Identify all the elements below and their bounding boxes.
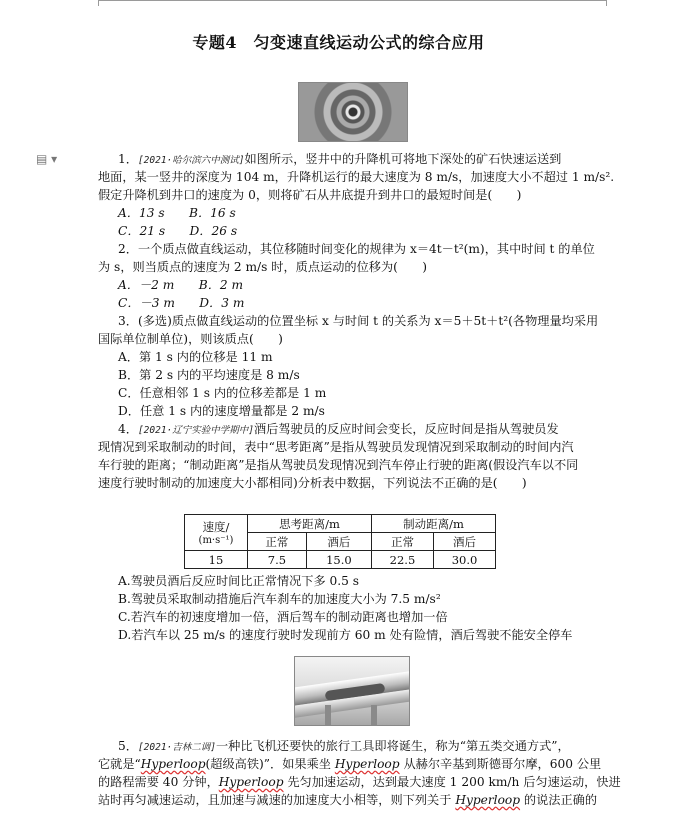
q4-option-b: B.驾驶员采取制动措施后汽车刹车的加速度大小为 7.5 m/s² <box>118 592 441 606</box>
table-header-think: 思考距离/m <box>248 515 372 533</box>
q1-line2: 地面，某一竖井的深度为 104 m，升降机运行的最大速度为 8 m/s，加速度大小不超过 1 m/s². <box>98 170 615 184</box>
q4-line2: 现情况到采取制动的时间，表中“思考距离”是指从驾驶员发现情况到采取制动的时间内汽 <box>98 440 574 454</box>
page-title: 专题4 匀变速直线运动公式的综合应用 <box>192 33 485 52</box>
table-sub-drunk: 酒后 <box>306 533 371 551</box>
page-corner-left <box>90 0 99 6</box>
q2-options-ab: A．－2 m B．2 m <box>118 278 244 292</box>
table-cell: 7.5 <box>248 551 307 569</box>
table-sub-normal: 正常 <box>248 533 307 551</box>
hyperloop-image <box>294 656 410 726</box>
table-cell: 22.5 <box>371 551 433 569</box>
q2-line1: 2．一个质点做直线运动，其位移随时间变化的规律为 x＝4t－t²(m)，其中时间 t 的单位 <box>118 242 595 256</box>
q4-line1: 4．[2021·辽宁实验中学期中]酒后驾驶员的反应时间会变长，反应时间是指从驾驶员发 <box>118 422 559 436</box>
document-icon[interactable]: ▤ ▾ <box>36 152 58 166</box>
table-header-speed: 速度/ (m·s⁻¹) <box>185 515 248 551</box>
q3-line1: 3．(多选)质点做直线运动的位置坐标 x 与时间 t 的关系为 x＝5＋5t＋t²(各物理量均采用 <box>118 314 599 328</box>
table-cell: 15 <box>185 551 248 569</box>
q4-line4: 速度行驶时制动的加速度大小都相同)分析表中数据，下列说法不正确的是( ) <box>98 476 527 490</box>
q4-option-c: C.若汽车的初速度增加一倍，酒后驾车的制动距离也增加一倍 <box>118 610 448 624</box>
q4-option-a: A.驾驶员酒后反应时间比正常情况下多 0.5 s <box>118 574 360 588</box>
q2-line2: 为 s，则当质点的速度为 2 m/s 时，质点运动的位移为( ) <box>98 260 428 274</box>
page-top-border <box>98 0 606 2</box>
q3-option-c: C．任意相邻 1 s 内的位移差都是 1 m <box>118 386 327 400</box>
reaction-distance-table <box>184 514 496 569</box>
table-sub-normal: 正常 <box>371 533 433 551</box>
q4-option-d: D.若汽车以 25 m/s 的速度行驶时发现前方 60 m 处有险情，酒后驾驶不能安全停车 <box>118 628 573 642</box>
table-sub-drunk: 酒后 <box>433 533 495 551</box>
q1-line1: 1．[2021·哈尔滨六中测试]如图所示，竖井中的升降机可将地下深处的矿石快速运送到 <box>118 152 562 166</box>
q3-line2: 国际单位制单位)，则该质点( ) <box>98 332 283 346</box>
q5-line4: 站时再匀减速运动，且加速与减速的加速度大小相等，则下列关于 Hyperloop 的说法正确的 <box>98 793 598 807</box>
q1-options-ab: A．13 s B．16 s <box>118 206 236 220</box>
q1-line3: 假定升降机到井口的速度为 0，则将矿石从井底提升到井口的最短时间是( ) <box>98 188 522 202</box>
q5-line2: 它就是“Hyperloop(超级高铁)”．如果乘坐 Hyperloop 从赫尔辛基到斯德哥尔摩，600 公里 <box>98 757 602 771</box>
q3-option-d: D．任意 1 s 内的速度增量都是 2 m/s <box>118 404 325 418</box>
q3-option-b: B．第 2 s 内的平均速度是 8 m/s <box>118 368 300 382</box>
tunnel-image <box>298 82 408 142</box>
table-cell: 15.0 <box>306 551 371 569</box>
q5-line1: 5．[2021·吉林二调]一种比飞机还要快的旅行工具即将诞生，称为“第五类交通方式”， <box>118 739 570 753</box>
table-cell: 30.0 <box>433 551 495 569</box>
table-header-brake: 制动距离/m <box>371 515 495 533</box>
q1-options-cd: C．21 s D．26 s <box>118 224 238 238</box>
q5-line3: 的路程需要 40 分钟，Hyperloop 先匀加速运动，达到最大速度 1 200 km/h 后匀速运动，快进 <box>98 775 621 789</box>
page-corner-right <box>606 0 615 6</box>
q2-options-cd: C．－3 m D．3 m <box>118 296 245 310</box>
table-row <box>185 551 496 569</box>
q4-line3: 车行驶的距离；“制动距离”是指从驾驶员发现情况到汽车停止行驶的距离(假设汽车以不同 <box>98 458 579 472</box>
q3-option-a: A．第 1 s 内的位移是 11 m <box>118 350 273 364</box>
